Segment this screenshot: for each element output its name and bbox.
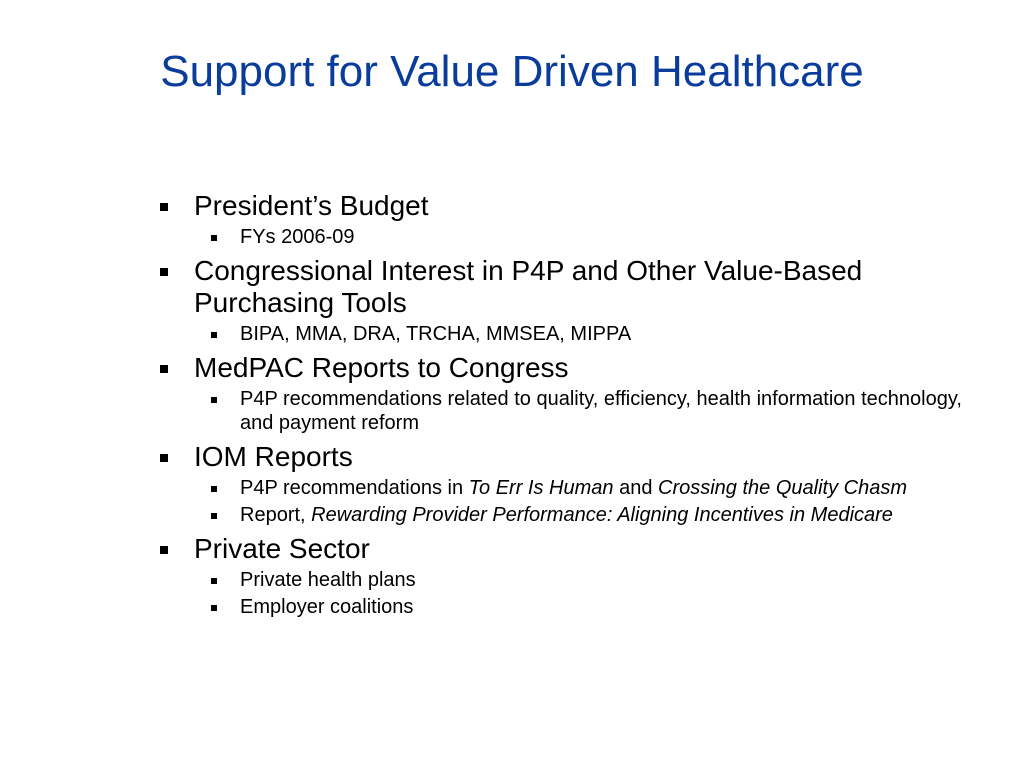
square-bullet-icon [160,365,168,373]
square-bullet-icon [160,203,168,211]
square-bullet-icon [211,235,217,241]
square-bullet-icon [160,268,168,276]
sub-bullet-text [240,225,978,249]
sub-bullet-text [240,568,978,592]
square-bullet-icon [211,605,217,611]
sub-bullet-segment: FYs 2006-09 [240,226,355,248]
square-bullet-icon [160,454,168,462]
sub-bullet-item [158,225,978,249]
square-bullet-icon [211,332,217,338]
square-bullet-icon [211,397,217,403]
sub-bullet-segment-italic: To Err Is Human [468,477,614,499]
sub-bullet-segment: P4P recommendations in [240,477,469,499]
sub-bullet-segment: and [613,477,659,499]
bullet-item [158,533,978,565]
bullet-text: Private Sector [194,533,370,564]
sub-bullet-segment-italic: Crossing the Quality Chasm [658,477,907,499]
bullet-item [158,255,978,319]
sub-bullet-item [158,568,978,592]
sub-bullet-text [240,322,978,346]
sub-bullet-text [240,503,978,527]
sub-bullet-text [240,476,978,500]
sub-bullet-item [158,476,978,500]
bullet-item [158,352,978,384]
bullet-item [158,190,978,222]
sub-bullet-segment: BIPA, MMA, DRA, TRCHA, MMSEA, MIPPA [240,323,632,345]
sub-bullet-segment: P4P recommendations related to quality, efficiency, health information technology, and payment reform [240,388,962,434]
sub-bullet-item [158,503,978,527]
sub-bullet-segment: Report, [240,504,312,526]
sub-bullet-item [158,322,978,346]
sub-bullet-item [158,595,978,619]
sub-bullet-segment: Employer coalitions [240,596,414,618]
square-bullet-icon [211,513,217,519]
sub-bullet-text [240,387,978,435]
sub-bullet-item [158,387,978,435]
square-bullet-icon [160,546,168,554]
bullet-text: MedPAC Reports to Congress [194,352,569,383]
sub-bullet-segment-italic: Rewarding Provider Performance: Aligning Incentives in Medicare [311,504,893,526]
sub-bullet-segment: Private health plans [240,569,416,591]
slide-title: Support for Value Driven Healthcare [160,47,864,96]
bullet-text: Congressional Interest in P4P and Other Value-Based Purchasing Tools [194,255,863,318]
square-bullet-icon [211,578,217,584]
bullet-list [158,190,978,619]
bullet-text: IOM Reports [194,441,353,472]
bullet-item [158,441,978,473]
bullet-text: President’s Budget [194,190,429,221]
square-bullet-icon [211,486,217,492]
sub-bullet-text [240,595,978,619]
